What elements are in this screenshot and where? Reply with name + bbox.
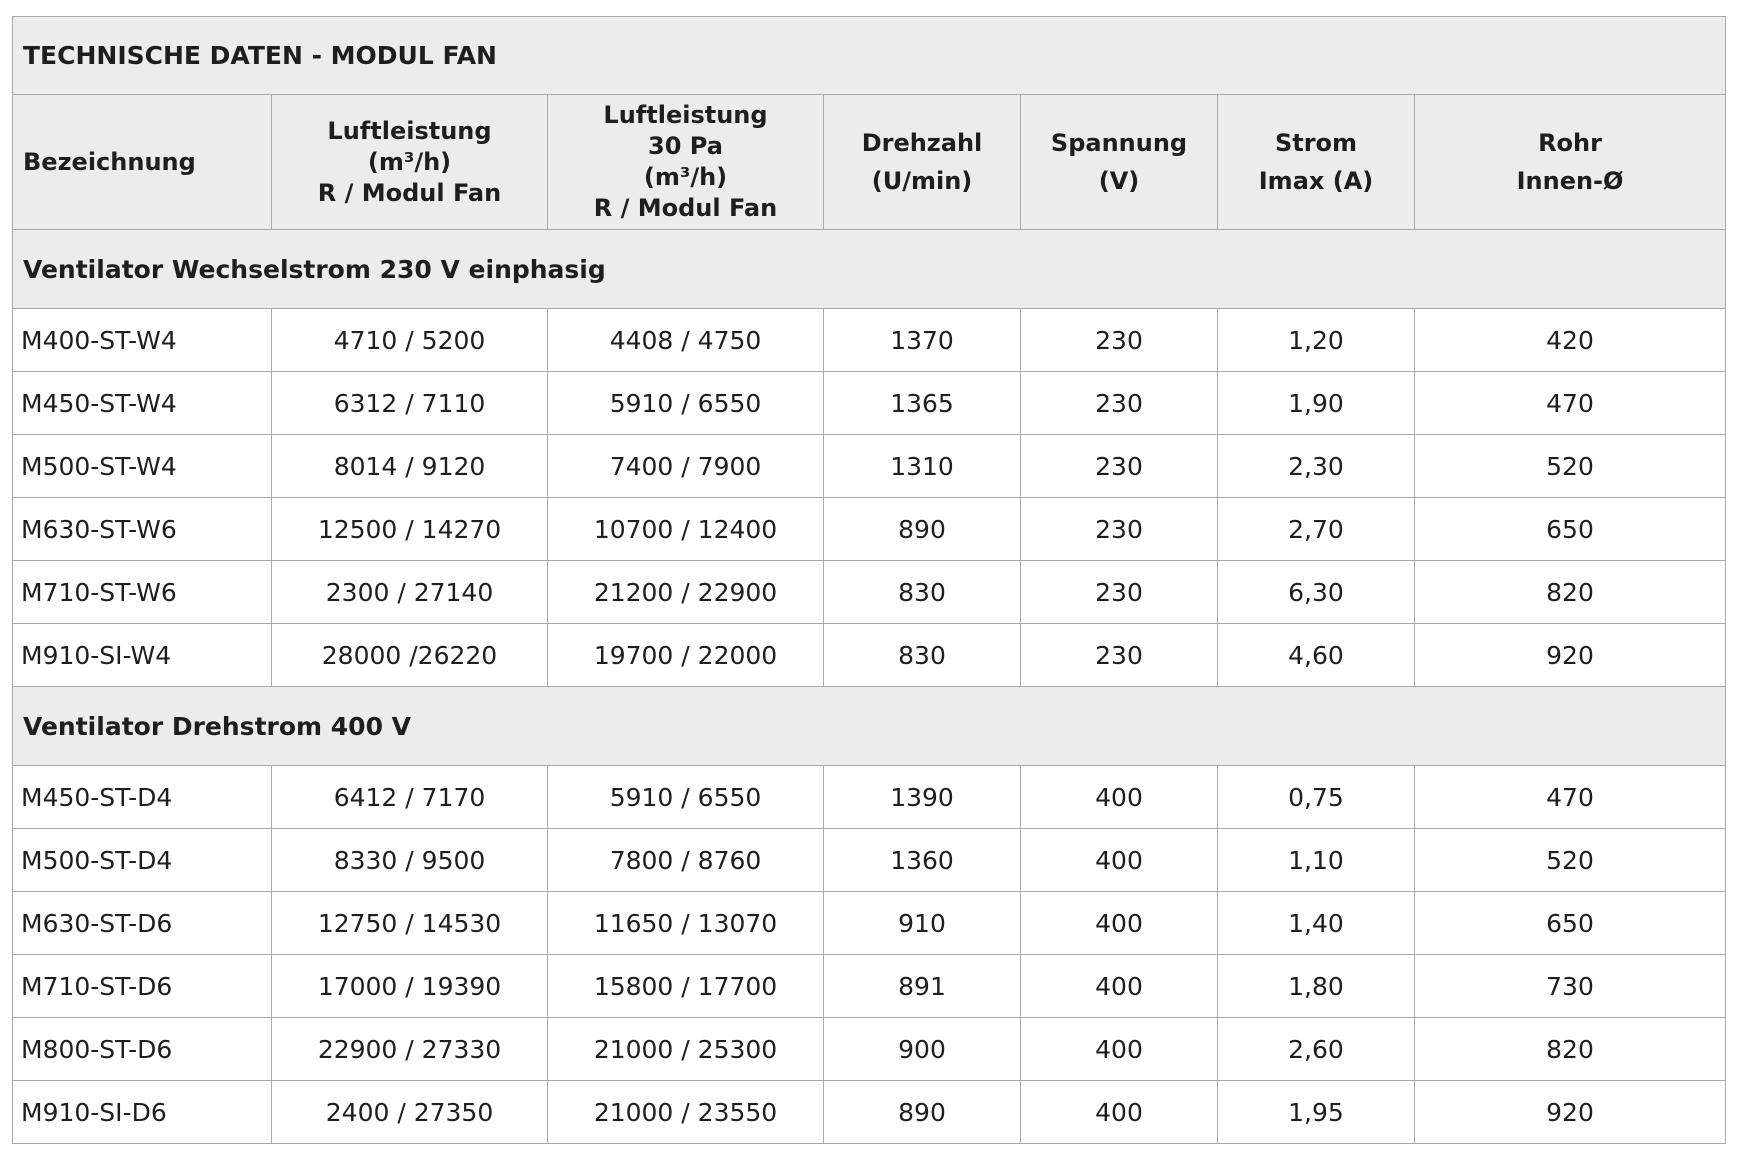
cell-speed: 1365 — [824, 372, 1021, 435]
cell-pipe-diameter: 650 — [1415, 892, 1726, 955]
cell-designation: M710-ST-D6 — [13, 955, 272, 1018]
table-row — [13, 372, 1726, 435]
cell-voltage: 230 — [1021, 498, 1218, 561]
cell-airflow: 17000 / 19390 — [272, 955, 548, 1018]
cell-speed: 1310 — [824, 435, 1021, 498]
cell-airflow: 2300 / 27140 — [272, 561, 548, 624]
table-row — [13, 829, 1726, 892]
column-header-speed — [824, 95, 1021, 230]
cell-airflow-30pa: 21000 / 25300 — [548, 1018, 824, 1081]
column-header-line: (m³/h) — [643, 163, 728, 191]
cell-speed: 1360 — [824, 829, 1021, 892]
cell-current: 2,70 — [1218, 498, 1415, 561]
cell-airflow-30pa: 11650 / 13070 — [548, 892, 824, 955]
cell-designation: M910-SI-W4 — [13, 624, 272, 687]
table-row — [13, 1081, 1726, 1144]
cell-current: 1,80 — [1218, 955, 1415, 1018]
cell-designation: M630-ST-W6 — [13, 498, 272, 561]
cell-voltage: 400 — [1021, 892, 1218, 955]
column-header-line: Strom — [1274, 129, 1358, 157]
cell-airflow-30pa: 21000 / 23550 — [548, 1081, 824, 1144]
column-header-line: Bezeichnung — [23, 147, 196, 176]
cell-airflow: 12500 / 14270 — [272, 498, 548, 561]
cell-voltage: 230 — [1021, 435, 1218, 498]
cell-pipe-diameter: 420 — [1415, 309, 1726, 372]
cell-designation: M710-ST-W6 — [13, 561, 272, 624]
cell-voltage: 230 — [1021, 372, 1218, 435]
cell-airflow-30pa: 7800 / 8760 — [548, 829, 824, 892]
cell-voltage: 230 — [1021, 624, 1218, 687]
column-header-line: Rohr — [1538, 129, 1602, 157]
cell-voltage: 230 — [1021, 561, 1218, 624]
column-header-line: R / Modul Fan — [593, 194, 778, 222]
cell-current: 4,60 — [1218, 624, 1415, 687]
cell-pipe-diameter: 730 — [1415, 955, 1726, 1018]
table-row — [13, 892, 1726, 955]
column-header-line: (V) — [1098, 167, 1140, 195]
section-header-row — [13, 230, 1726, 309]
column-header-line: (U/min) — [871, 167, 973, 195]
table-row — [13, 561, 1726, 624]
cell-pipe-diameter: 920 — [1415, 624, 1726, 687]
cell-speed: 1390 — [824, 766, 1021, 829]
column-header-line: Luftleistung — [327, 116, 492, 145]
section-header-row — [13, 687, 1726, 766]
cell-pipe-diameter: 820 — [1415, 1018, 1726, 1081]
column-header-pipe-diameter — [1415, 95, 1726, 230]
cell-voltage: 400 — [1021, 766, 1218, 829]
cell-speed: 890 — [824, 1081, 1021, 1144]
cell-speed: 900 — [824, 1018, 1021, 1081]
cell-speed: 830 — [824, 561, 1021, 624]
cell-designation: M630-ST-D6 — [13, 892, 272, 955]
cell-airflow: 12750 / 14530 — [272, 892, 548, 955]
cell-designation: M500-ST-W4 — [13, 435, 272, 498]
cell-voltage: 230 — [1021, 309, 1218, 372]
cell-airflow: 6312 / 7110 — [272, 372, 548, 435]
table-title: TECHNISCHE DATEN - MODUL FAN — [13, 17, 1726, 95]
cell-speed: 830 — [824, 624, 1021, 687]
cell-airflow-30pa: 7400 / 7900 — [548, 435, 824, 498]
table-row — [13, 766, 1726, 829]
cell-airflow: 4710 / 5200 — [272, 309, 548, 372]
section-title: Ventilator Drehstrom 400 V — [13, 687, 1726, 766]
cell-airflow-30pa: 4408 / 4750 — [548, 309, 824, 372]
cell-speed: 910 — [824, 892, 1021, 955]
table-title-row — [13, 17, 1726, 95]
cell-current: 1,90 — [1218, 372, 1415, 435]
cell-designation: M400-ST-W4 — [13, 309, 272, 372]
cell-voltage: 400 — [1021, 955, 1218, 1018]
cell-pipe-diameter: 470 — [1415, 372, 1726, 435]
cell-designation: M500-ST-D4 — [13, 829, 272, 892]
table-row — [13, 498, 1726, 561]
cell-current: 2,60 — [1218, 1018, 1415, 1081]
section-title: Ventilator Wechselstrom 230 V einphasig — [13, 230, 1726, 309]
column-header-airflow — [272, 95, 548, 230]
technical-data-table — [12, 16, 1726, 1144]
column-header-line: Imax (A) — [1258, 167, 1374, 195]
cell-airflow-30pa: 5910 / 6550 — [548, 766, 824, 829]
cell-designation: M800-ST-D6 — [13, 1018, 272, 1081]
table-row — [13, 435, 1726, 498]
column-header-line: Innen-Ø — [1516, 167, 1624, 195]
cell-pipe-diameter: 470 — [1415, 766, 1726, 829]
cell-pipe-diameter: 650 — [1415, 498, 1726, 561]
column-header-row — [13, 95, 1726, 230]
table-row — [13, 955, 1726, 1018]
cell-airflow-30pa: 5910 / 6550 — [548, 372, 824, 435]
cell-airflow: 6412 / 7170 — [272, 766, 548, 829]
cell-pipe-diameter: 820 — [1415, 561, 1726, 624]
cell-current: 1,95 — [1218, 1081, 1415, 1144]
cell-pipe-diameter: 520 — [1415, 829, 1726, 892]
cell-current: 1,40 — [1218, 892, 1415, 955]
column-header-line: Drehzahl — [861, 129, 983, 157]
cell-airflow-30pa: 10700 / 12400 — [548, 498, 824, 561]
cell-airflow: 8330 / 9500 — [272, 829, 548, 892]
cell-designation: M450-ST-W4 — [13, 372, 272, 435]
column-header-designation — [13, 95, 272, 230]
column-header-line: (m³/h) — [367, 147, 452, 176]
cell-speed: 891 — [824, 955, 1021, 1018]
column-header-line: Luftleistung — [603, 101, 768, 129]
cell-airflow: 22900 / 27330 — [272, 1018, 548, 1081]
cell-voltage: 400 — [1021, 829, 1218, 892]
cell-current: 6,30 — [1218, 561, 1415, 624]
column-header-line: Spannung — [1050, 129, 1188, 157]
column-header-current — [1218, 95, 1415, 230]
cell-airflow: 2400 / 27350 — [272, 1081, 548, 1144]
cell-voltage: 400 — [1021, 1081, 1218, 1144]
cell-airflow: 28000 /26220 — [272, 624, 548, 687]
table-row — [13, 624, 1726, 687]
cell-designation: M910-SI-D6 — [13, 1081, 272, 1144]
column-header-line: R / Modul Fan — [317, 178, 502, 207]
cell-speed: 890 — [824, 498, 1021, 561]
cell-current: 1,20 — [1218, 309, 1415, 372]
cell-airflow: 8014 / 9120 — [272, 435, 548, 498]
cell-airflow-30pa: 19700 / 22000 — [548, 624, 824, 687]
column-header-line: 30 Pa — [648, 132, 723, 160]
cell-current: 1,10 — [1218, 829, 1415, 892]
cell-voltage: 400 — [1021, 1018, 1218, 1081]
cell-speed: 1370 — [824, 309, 1021, 372]
table-row — [13, 309, 1726, 372]
column-header-voltage — [1021, 95, 1218, 230]
cell-designation: M450-ST-D4 — [13, 766, 272, 829]
cell-pipe-diameter: 520 — [1415, 435, 1726, 498]
cell-current: 0,75 — [1218, 766, 1415, 829]
cell-airflow-30pa: 21200 / 22900 — [548, 561, 824, 624]
cell-pipe-diameter: 920 — [1415, 1081, 1726, 1144]
cell-current: 2,30 — [1218, 435, 1415, 498]
table-row — [13, 1018, 1726, 1081]
cell-airflow-30pa: 15800 / 17700 — [548, 955, 824, 1018]
column-header-airflow-30pa — [548, 95, 824, 230]
